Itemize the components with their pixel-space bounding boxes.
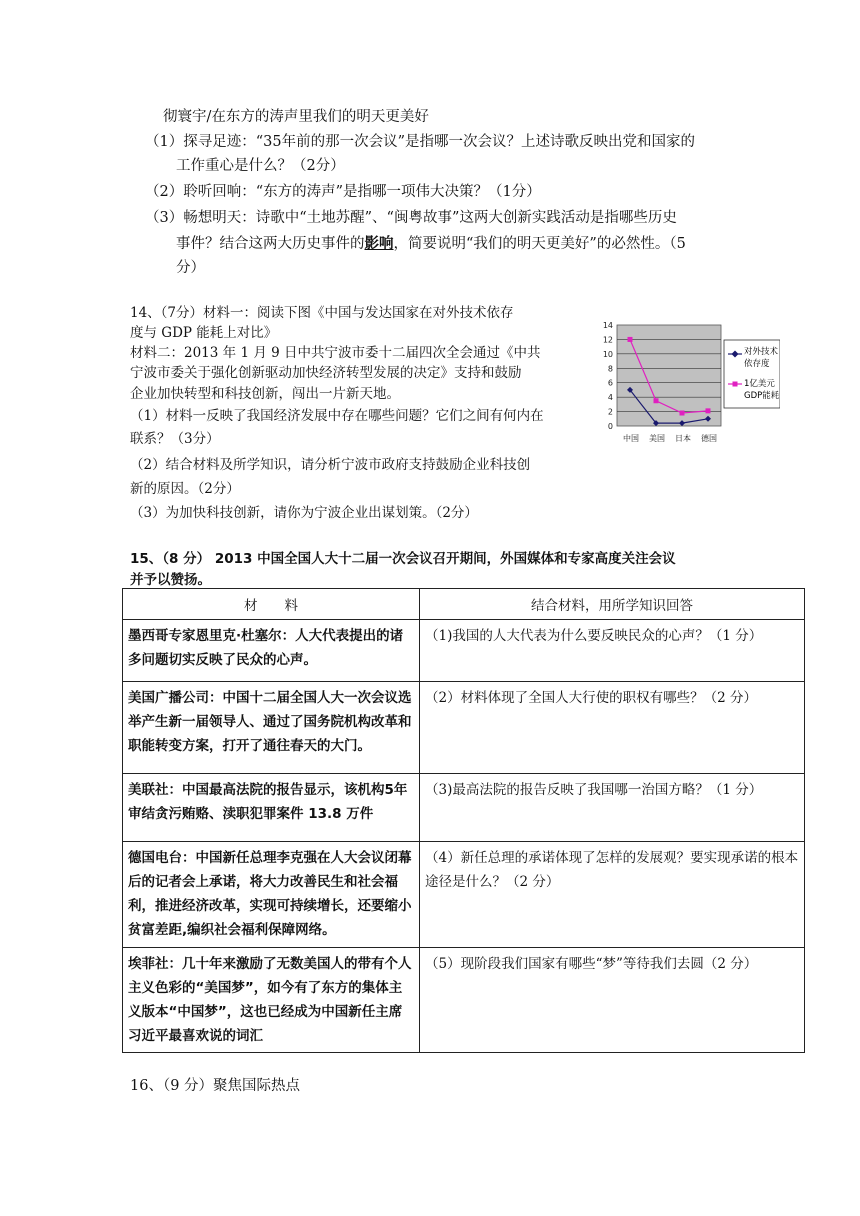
q14-line6: （1）材料一反映了我国经济发展中存在哪些问题？它们之间有何内在 — [130, 408, 544, 424]
x-tick-label: 中国 — [623, 434, 639, 443]
q14-line8: （2）结合材料及所学知识，请分析宁波市政府支持鼓励企业科技创 — [130, 457, 531, 473]
y-tick-label: 10 — [602, 349, 613, 359]
poem-last-line: 彻寰宇/在东方的涛声里我们的明天更美好 — [163, 109, 429, 125]
material-cell: 埃菲社：几十年来激励了无数美国人的带有个人主义色彩的“美国梦”，如今有了东方的集体主义版本“中国梦”，这也已经成为中国新任主席习近平最喜欢说的词汇 — [123, 948, 420, 1053]
question-cell: （5）现阶段我们国家有哪些“梦”等待我们去圆（2 分） — [420, 948, 805, 1053]
x-tick-label: 德国 — [701, 434, 717, 443]
y-tick-label: 12 — [602, 335, 613, 345]
data-point-series-2 — [680, 411, 685, 416]
header-material: 材 料 — [123, 589, 420, 620]
material-cell: 墨西哥专家恩里克·杜塞尔：人大代表提出的诸多问题切实反映了民众的心声。 — [123, 620, 420, 682]
q13-sub3-text-a: 事件？结合这两大历史事件的 — [176, 236, 365, 252]
q14-line9: 新的原因。（2分） — [130, 481, 240, 497]
q13-sub1-line1: （1）探寻足迹：“35年前的那一次会议”是指哪一次会议？上述诗歌反映出党和国家的 — [145, 134, 695, 150]
y-tick-label: 8 — [607, 364, 613, 374]
table-row — [123, 682, 805, 774]
y-tick-label: 4 — [607, 393, 613, 403]
tech-dependence-gdp-energy-chart — [594, 318, 780, 452]
data-point-series-2 — [628, 337, 633, 342]
q13-sub3-line3: 分） — [176, 260, 205, 276]
q13-sub3-emphasis: 影响 — [364, 235, 394, 252]
y-tick-label: 6 — [607, 378, 613, 388]
q13-sub2: （2）聆听回响：“东方的涛声”是指哪一项伟大决策？（1分） — [145, 184, 541, 200]
table-row — [123, 948, 805, 1053]
legend — [724, 340, 780, 408]
q14-line10: （3）为加快科技创新，请你为宁波企业出谋划策。（2分） — [130, 505, 478, 521]
q14-line3: 材料二：2013 年 1 月 9 日中共宁波市委十二届四次全会通过《中共 — [130, 345, 541, 361]
q14-line7: 联系？（3分） — [130, 431, 220, 447]
data-point-series-2 — [654, 398, 659, 403]
x-tick-label: 美国 — [649, 434, 665, 443]
x-tick-label: 日本 — [675, 434, 691, 443]
question-cell: （3)最高法院的报告反映了我国哪一治国方略？（1 分） — [420, 774, 805, 842]
y-tick-label: 2 — [607, 407, 613, 417]
q13-sub3-line2 — [176, 233, 686, 255]
material-cell: 美国广播公司：中国十二届全国人大一次会议选举产生新一届领导人、通过了国务院机构改革和职能转变方案，打开了通往春天的大门。 — [123, 682, 420, 774]
header-question: 结合材料，用所学知识回答 — [420, 589, 805, 620]
question-cell: （2）材料体现了全国人大行使的职权有哪些？（2 分） — [420, 682, 805, 774]
q14-line2: 度与 GDP 能耗上对比》 — [130, 325, 278, 341]
q15-title-line1: 15、（8 分） 2013 中国全国人大十二届一次会议召开期间，外国媒体和专家高度关注会议 — [130, 551, 676, 567]
q14-line5: 企业加快转型和科技创新，闯出一片新天地。 — [130, 386, 400, 402]
q13-sub1-line2: 工作重心是什么？（2分） — [176, 158, 345, 174]
table-row — [123, 774, 805, 842]
q13-sub3-line1: （3）畅想明天：诗歌中“土地苏醒”、“闽粤故事”这两大创新实践活动是指哪些历史 — [145, 210, 677, 226]
legend-label-series2-a: 1亿美元 — [744, 379, 775, 389]
data-point-series-2 — [706, 408, 711, 413]
q16-title: 16、（9 分）聚焦国际热点 — [130, 1078, 301, 1094]
legend-label-series2-b: GDP能耗 — [744, 391, 780, 401]
material-cell: 美联社：中国最高法院的报告显示，该机构5年审结贪污贿赂、渎职犯罪案件 13.8 万件 — [123, 774, 420, 842]
legend-label-series1-a: 对外技术 — [744, 347, 779, 357]
y-tick-label: 0 — [607, 422, 613, 431]
question-cell: （4）新任总理的承诺体现了怎样的发展观？要实现承诺的根本途径是什么？（2 分） — [420, 842, 805, 948]
table-row — [123, 620, 805, 682]
q14-line4: 宁波市委关于强化创新驱动加快经济转型发展的决定》支持和鼓励 — [130, 365, 522, 381]
table-row — [123, 842, 805, 948]
q15-table — [122, 588, 805, 1053]
legend-label-series1-b: 依存度 — [744, 359, 770, 369]
material-cell: 德国电台：中国新任总理李克强在人大会议闭幕后的记者会上承诺，将大力改善民生和社会福利，推进经济改革，实现可持续增长，还要缩小贫富差距,编织社会福利保障网络。 — [123, 842, 420, 948]
legend-marker-series2 — [733, 382, 738, 387]
q13-sub3-text-b: ，简要说明“我们的明天更美好”的必然性。（5 — [393, 236, 686, 252]
table-header-row — [123, 589, 805, 620]
y-tick-label: 14 — [602, 321, 613, 330]
q14-line1: 14、（7分）材料一：阅读下图《中国与发达国家在对外技术依存 — [130, 305, 514, 321]
question-cell: （1)我国的人大代表为什么要反映民众的心声？（1 分） — [420, 620, 805, 682]
q15-title-line2: 并予以赞扬。 — [130, 572, 211, 588]
